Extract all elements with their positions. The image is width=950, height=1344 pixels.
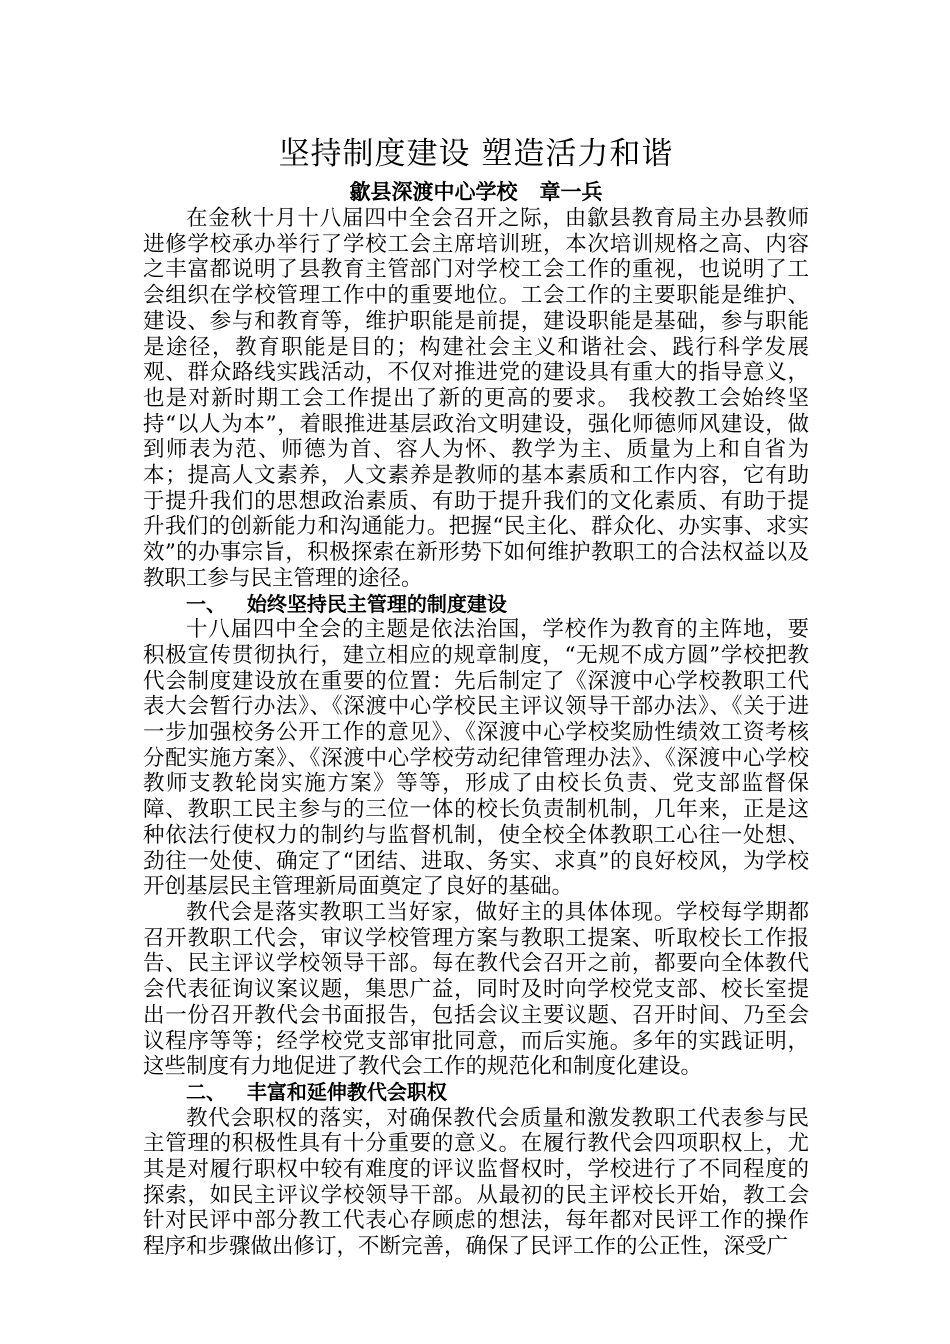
paragraph-section-1: 十八届四中全会的主题是依法治国，学校作为教育的主阵地，要积极宣传贯彻执行，建立相应的规章制度，“无规不成方圆”学校把教代会制度建设放在重要的位置：先后制定了《深渡中心学校教职工代表大会暂行办法》、《深渡中心学校民主评议领导干部办法》、《关于进一步加强校务公开工作的意见》、《深渡中心学校奖励性绩效工资考核分配实施方案》、《深渡中心学校劳动纪律管理办法》、《深渡中心学校教师支教轮岗实施方案》等等，形成了由校长负责、党支部监督保障、教职工民主参与的三位一体的校长负责制机制，几年来，正是这种依法行使权力的制约与监督机制，使全校全体教职工心往一处想、劲往一处使、确定了“团结、进取、务实、求真”的良好校风，为学校开创基层民主管理新局面奠定了良好的基础。 [143, 617, 809, 900]
paragraph-section-1b: 教代会是落实教职工当好家，做好主的具体体现。学校每学期都召开教职工代会，审议学校管理方案与教职工提案、听取校长工作报告、民主评议学校领导干部。每在教代会召开之前，都要向全体教代会代表征询议案议题，集思广益，同时及时向学校党支部、校长室提出一份召开教代会书面报告，包括会议主要议题、召开时间、乃至会议程序等等；经学校党支部审批同意，而后实施。多年的实践证明，这些制度有力地促进了教代会工作的规范化和制度化建设。 [143, 899, 809, 1080]
document-page [143, 124, 809, 1260]
paragraph-intro: 在金秋十月十八届四中全会召开之际，由歙县教育局主办县教师进修学校承办举行了学校工会主席培训班，本次培训规格之高、内容之丰富都说明了县教育主管部门对学校工会工作的重视，也说明了工会组织在学校管理工作中的重要地位。工会工作的主要职能是维护、建设、参与和教育等，维护职能是前提，建设职能是基础，参与职能是途径，教育职能是目的；构建社会主义和谐社会、践行科学发展观、群众路线实践活动，不仅对推进党的建设具有重大的指导意义，也是对新时期工会工作提出了新的更高的要求。 我校教工会始终坚持“以人为本”，着眼推进基层政治文明建设，强化师德师风建设，做到师表为范、师德为首、容人为怀、教学为主、质量为上和自省为本；提高人文素养，人文素养是教师的基本素质和工作内容，它有助于提升我们的思想政治素质、有助于提升我们的文化素质、有助于提升我们的创新能力和沟通能力。把握“民主化、群众化、办实事、求实效”的办事宗旨，积极探索在新形势下如何维护教职工的合法权益以及教职工参与民主管理的途径。 [143, 206, 809, 591]
paragraph-section-2: 教代会职权的落实，对确保教代会质量和激发教职工代表参与民主管理的积极性具有十分重要的意义。在履行教代会四项职权上，尤其是对履行职权中较有难度的评议监督权时，学校进行了不同程度的探索，如民主评议学校领导干部。从最初的民主评校长开始，教工会针对民评中部分教工代表心存顾虑的想法，每年都对民评工作的操作程序和步骤做出修订，不断完善，确保了民评工作的公正性，深受广 [143, 1105, 809, 1260]
section-heading-2: 二、 丰富和延伸教代会职权 [186, 1079, 447, 1104]
document-title: 坚持制度建设 塑造活力和谐 [278, 136, 674, 172]
section-heading-1: 一、 始终坚持民主管理的制度建设 [186, 591, 507, 616]
document-author: 歙县深渡中心学校 章一兵 [349, 180, 603, 204]
